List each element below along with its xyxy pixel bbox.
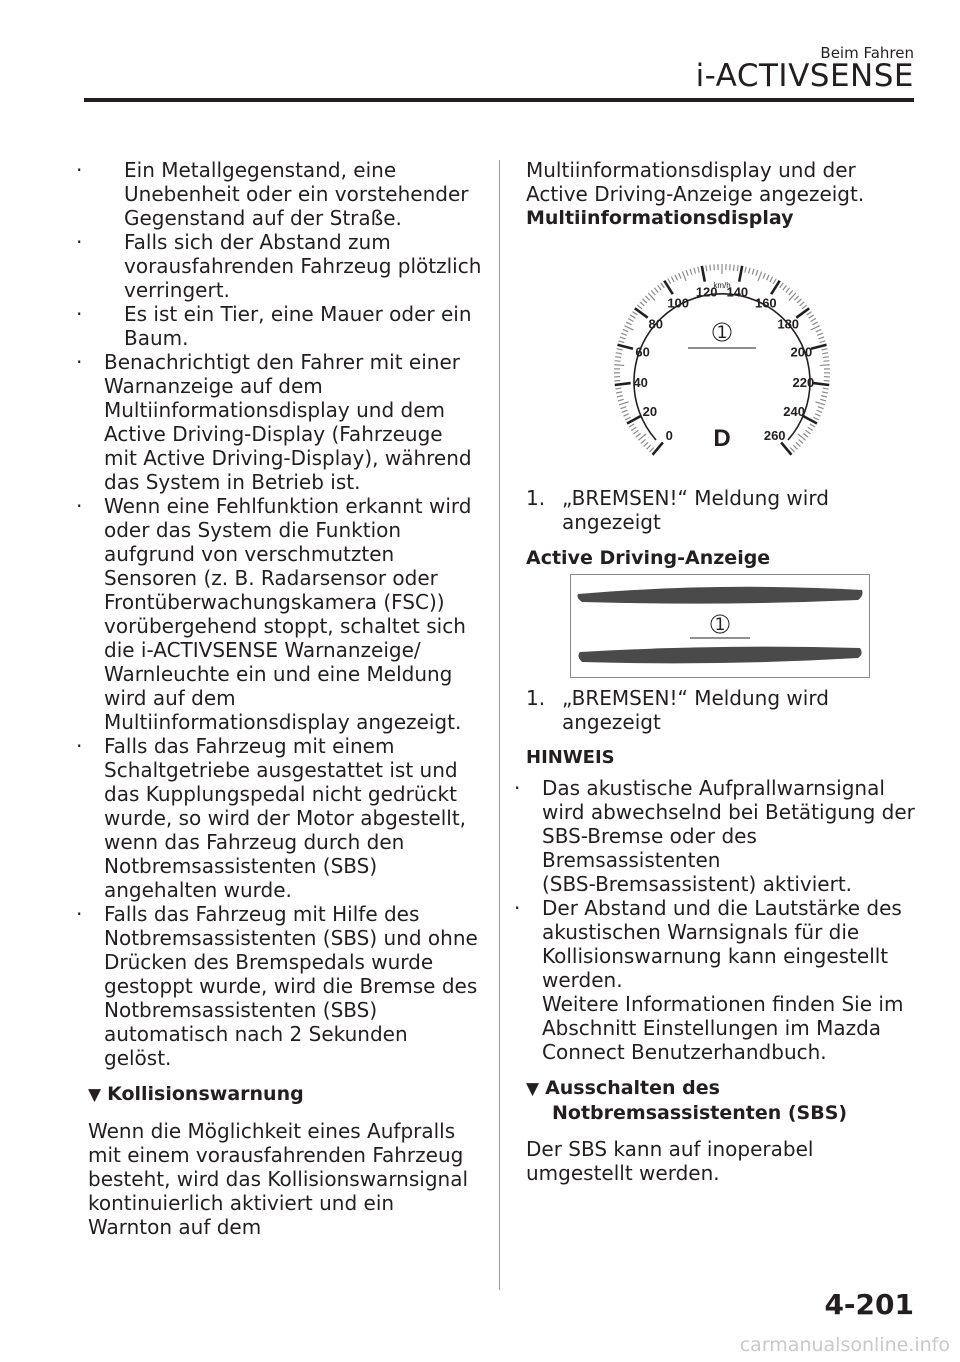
minor-tick — [633, 430, 638, 433]
minor-tick — [797, 299, 801, 303]
minor-tick — [620, 407, 626, 409]
label-active-driving-anzeige: Active Driving-Anzeige — [526, 547, 771, 569]
gauge-label-40: 40 — [633, 374, 648, 390]
callout-number-1: 1 — [714, 615, 726, 635]
minor-tick — [706, 265, 707, 271]
minor-tick — [820, 341, 826, 343]
gauge-label-240: 240 — [783, 404, 805, 420]
minor-tick — [811, 319, 816, 322]
minor-tick — [816, 329, 822, 331]
paragraph-sbs: Der SBS kann auf inoperabel umgestellt werden. — [526, 1137, 814, 1185]
major-tick — [635, 308, 648, 317]
minor-tick — [749, 268, 751, 274]
minor-tick — [817, 410, 823, 412]
bullet-schaltgetriebe: · Falls das Fahrzeug mit einem Schaltgetriebe ausgestattet ist und das Kupplungspedal nicht gedrückt wurde, so wird der Motor abgestellt, wenn das Fahrzeug durch den Notbremsassistenten (SBS) angehalten wurde. — [76, 734, 467, 902]
triangle-down-icon: ▼ — [88, 1085, 102, 1105]
minor-tick — [619, 341, 625, 343]
minor-tick — [629, 424, 634, 427]
minor-tick — [823, 388, 829, 389]
minor-tick — [630, 315, 635, 318]
minor-tick — [752, 269, 754, 275]
minor-tick — [636, 433, 641, 437]
minor-tick — [651, 290, 655, 295]
minor-tick — [668, 279, 671, 284]
minor-tick — [745, 267, 746, 273]
caption-1: 1. „BREMSEN!“ Meldung wird angezeigt — [526, 486, 829, 534]
minor-tick — [623, 414, 628, 416]
minor-tick — [794, 296, 798, 300]
gauge-label-120: 120 — [695, 284, 718, 300]
minor-tick — [616, 353, 622, 354]
minor-tick — [733, 265, 734, 271]
minor-tick — [822, 392, 828, 393]
minor-tick — [679, 273, 681, 278]
major-tick — [627, 416, 641, 424]
minor-tick — [658, 285, 662, 290]
minor-tick — [756, 270, 758, 276]
minor-tick — [710, 265, 711, 271]
minor-tick — [822, 353, 828, 354]
minor-tick — [623, 329, 629, 331]
minor-tick — [694, 268, 696, 274]
heading-kollisionswarnung: ▼ Kollisionswarnung — [88, 1083, 304, 1105]
minor-tick — [763, 273, 765, 278]
major-tick — [664, 281, 673, 295]
minor-tick — [698, 267, 699, 273]
minor-tick — [803, 433, 808, 437]
minor-tick — [617, 349, 623, 350]
major-tick — [771, 281, 780, 295]
minor-tick — [793, 445, 797, 449]
minor-tick — [783, 285, 787, 290]
sub-bullet-2: · Falls sich der Abstand zum vorausfahrenden Fahrzeug plötzlich verringert. — [76, 230, 482, 302]
minor-tick — [654, 288, 658, 293]
minor-tick — [686, 270, 688, 276]
major-tick — [739, 266, 742, 282]
major-tick — [803, 416, 817, 424]
minor-tick — [812, 322, 817, 325]
minor-tick — [813, 417, 818, 420]
minor-tick — [799, 439, 804, 443]
major-tick — [811, 345, 826, 349]
minor-tick — [766, 275, 769, 280]
gauge-label-80: 80 — [648, 316, 664, 332]
bullet-bremse-geloest: · Falls das Fahrzeug mit Hilfe des Notbremsassistenten (SBS) und ohne Drücken des Bremspedals wurde gestoppt wurde, wird die Bremse des Notbremsassistenten (SBS) automatisch nach 2 Sekunden gelöst. — [76, 902, 478, 1070]
hinweis-bullet-2: · Der Abstand und die Lautstärke des akustischen Warnsignals für die Kollisionswarnung kann eingestellt werden. Weitere Informationen finden Sie im Abschnitt Einstellungen im Mazda Connect Benutzerhandbuch. — [514, 896, 904, 1064]
label-multiinformationsdisplay: Multiinformationsdisplay — [526, 207, 794, 229]
minor-tick — [809, 315, 814, 318]
minor-tick — [621, 333, 627, 335]
bullet-fehlfunktion: · Wenn eine Fehlfunktion erkannt wird oder das System die Funktion aufgrund von verschmutzten Sensoren (z. B. Radarsensor oder Frontüberwachungskamera (FSC)) vorübergehend stoppt, schaltet sich die i-ACTIVSENSE Warnanzeige/ Warnleuchte ein und eine Meldung wird auf dem Multiinformationsdisplay angezeigt. — [76, 494, 472, 734]
minor-tick — [637, 305, 642, 309]
sub-bullet-3: · Es ist ein Tier, eine Mauer oder ein Baum. — [76, 302, 472, 350]
minor-tick — [807, 312, 812, 315]
minor-tick — [817, 333, 823, 335]
minor-tick — [615, 361, 621, 362]
minor-tick — [631, 427, 636, 430]
major-tick — [702, 266, 705, 282]
minor-tick — [671, 277, 674, 282]
hinweis-bullet-1: · Das akustische Aufprallwarnsignal wird abwechselnd bei Betätigung der SBS-Bremse oder des Bremsassistenten (SBS-Bremsassistent) aktiviert. — [514, 776, 915, 896]
minor-tick — [820, 365, 830, 366]
minor-tick — [822, 349, 828, 350]
minor-tick — [641, 439, 646, 443]
minor-tick — [615, 357, 621, 358]
minor-tick — [682, 272, 686, 281]
minor-tick — [640, 302, 645, 306]
major-tick — [615, 383, 631, 385]
page-number: 4-201 — [824, 1288, 914, 1321]
minor-tick — [650, 448, 654, 452]
paragraph-continued: Multiinformationsdisplay und der Active Driving-Anzeige angezeigt. — [526, 158, 865, 206]
gauge-label-60: 60 — [635, 344, 650, 360]
minor-tick — [789, 290, 793, 295]
minor-tick — [823, 357, 829, 358]
minor-tick — [628, 319, 633, 322]
gauge-label-220: 220 — [792, 374, 815, 390]
gauge-label-260: 260 — [763, 427, 786, 443]
minor-tick — [626, 322, 631, 325]
minor-tick — [690, 269, 692, 275]
column-divider — [499, 160, 500, 1290]
minor-tick — [737, 265, 738, 271]
active-driving-display-figure — [570, 574, 870, 678]
section-label: Beim Fahren — [820, 44, 914, 62]
minor-tick — [786, 288, 790, 293]
minor-tick — [624, 326, 633, 330]
minor-tick — [818, 407, 824, 409]
minor-tick — [618, 399, 624, 401]
gauge-label-200: 200 — [790, 344, 813, 360]
left-column — [76, 158, 488, 1239]
header-rule — [84, 98, 914, 102]
minor-tick — [632, 312, 637, 315]
minor-tick — [808, 427, 813, 430]
minor-tick — [790, 448, 794, 452]
major-tick — [813, 383, 829, 385]
minor-tick — [647, 445, 651, 449]
minor-tick — [811, 326, 820, 330]
major-tick — [653, 442, 663, 454]
minor-tick — [806, 430, 811, 433]
paragraph-kollisionswarnung: Wenn die Möglichkeit eines Aufpralls mit einem vorausfahrenden Fahrzeug besteht, wird das Kollisionswarnsignal kontinuierlich aktiviert und ein Warnton auf dem — [88, 1119, 469, 1239]
chapter-title: i-ACTIVSENSE — [695, 58, 914, 94]
minor-tick — [644, 442, 648, 446]
minor-tick — [675, 275, 678, 280]
minor-tick — [815, 402, 825, 405]
minor-tick — [820, 399, 826, 401]
minor-tick — [645, 296, 649, 300]
bullet-warnanzeige: · Benachrichtigt den Fahrer mit einer Warnanzeige auf dem Multiinformationsdisplay und dem Active Driving-Display (Fahrzeuge mit Active Driving-Display), während das System in Betrieb ist. — [76, 350, 472, 494]
minor-tick — [616, 392, 622, 393]
minor-tick — [773, 279, 776, 284]
minor-tick — [620, 337, 626, 339]
minor-tick — [661, 283, 664, 288]
heading-ausschalten-sbs: ▼ Ausschalten des Notbremsassistenten (SBS) — [526, 1077, 848, 1124]
gauge-label-100: 100 — [667, 295, 690, 311]
minor-tick — [823, 361, 829, 362]
caption-2: 1. „BREMSEN!“ Meldung wird angezeigt — [526, 686, 829, 734]
gear-indicator: D — [713, 425, 731, 452]
sub-bullet-1: · Ein Metallgegenstand, eine Unebenheit oder ein vorstehender Gegenstand auf der Straße. — [76, 158, 469, 230]
gauge-speed-labels — [633, 284, 814, 442]
speedometer-figure — [592, 254, 852, 464]
minor-tick — [821, 396, 827, 397]
minor-tick — [800, 302, 805, 306]
minor-tick — [796, 442, 800, 446]
hinweis-label: HINWEIS — [526, 747, 615, 768]
minor-tick — [780, 283, 783, 288]
watermark: carmanualsonline.info — [739, 1334, 950, 1356]
gauge-label-20: 20 — [642, 404, 658, 420]
gauge-label-160: 160 — [754, 295, 777, 311]
triangle-down-icon: ▼ — [526, 1079, 540, 1099]
gauge-label-0: 0 — [665, 427, 673, 443]
minor-tick — [815, 414, 820, 416]
minor-tick — [617, 396, 623, 397]
minor-tick — [622, 410, 628, 412]
minor-tick — [802, 305, 807, 309]
minor-tick — [625, 417, 630, 420]
major-tick — [617, 345, 632, 349]
minor-tick — [643, 299, 647, 303]
minor-tick — [615, 388, 621, 389]
minor-tick — [614, 365, 624, 366]
minor-tick — [619, 402, 629, 405]
minor-tick — [758, 272, 762, 281]
gauge-unit-label: km/h — [713, 281, 731, 290]
minor-tick — [770, 277, 773, 282]
gauge-label-180: 180 — [777, 316, 800, 332]
minor-tick — [818, 337, 824, 339]
gauge-label-140: 140 — [726, 284, 749, 300]
major-tick — [781, 442, 791, 454]
minor-tick — [810, 424, 815, 427]
callout-number-1: 1 — [716, 323, 728, 343]
right-column — [514, 158, 926, 1185]
